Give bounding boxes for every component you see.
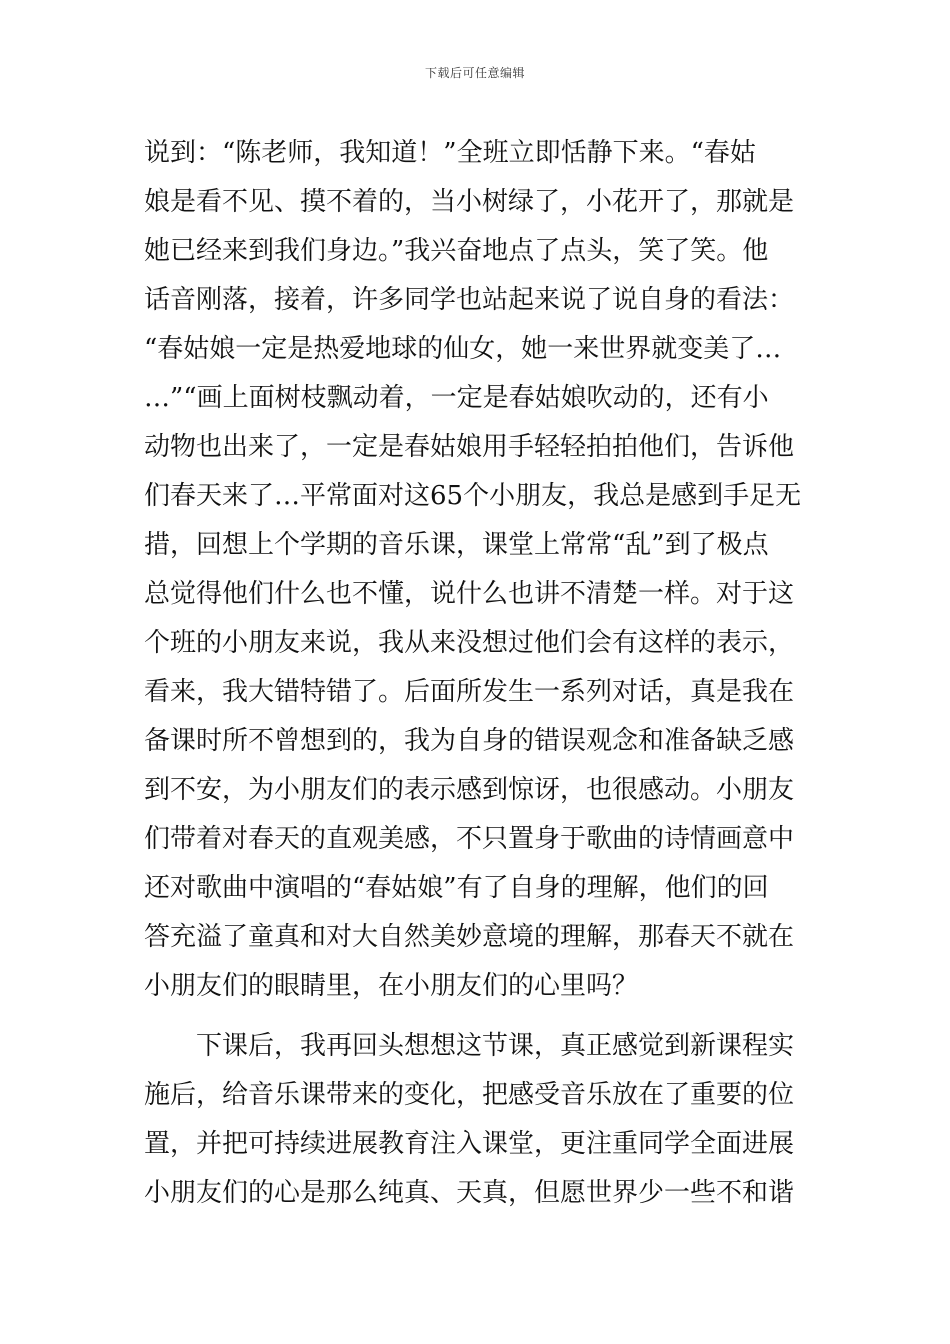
text-line: 置，并把可持续进展教育注入课堂，更注重同学全面进展 bbox=[144, 1129, 795, 1159]
text-line: 她已经来到我们身边。”我兴奋地点了点头，笑了笑。他 bbox=[144, 236, 769, 266]
text-line: …”“画上面树枝飘动着，一定是春姑娘吹动的，还有小 bbox=[144, 383, 769, 413]
text-line: 下课后，我再回头想想这节课，真正感觉到新课程实 bbox=[196, 1031, 795, 1061]
text-line: 备课时所不曾想到的，我为自身的错误观念和准备缺乏感 bbox=[144, 726, 795, 756]
text-line: 话音刚落，接着，许多同学也站起来说了说自身的看法： bbox=[144, 285, 795, 315]
text-line: 还对歌曲中演唱的“春姑娘”有了自身的理解，他们的回 bbox=[144, 873, 769, 903]
text-line: 娘是看不见、摸不着的，当小树绿了，小花开了，那就是 bbox=[144, 187, 795, 217]
text-line: 答充溢了童真和对大自然美妙意境的理解，那春天不就在 bbox=[144, 922, 795, 952]
text-line: “春姑娘一定是热爱地球的仙女，她一来世界就变美了… bbox=[144, 334, 782, 364]
text-line: 说到：“陈老师，我知道！”全班立即恬静下来。“春姑 bbox=[144, 138, 756, 168]
text-line: 措，回想上个学期的音乐课，课堂上常常“乱”到了极点 bbox=[144, 530, 769, 560]
text-line: 到不安，为小朋友们的表示感到惊讶，也很感动。小朋友 bbox=[144, 775, 795, 805]
text-line: 总觉得他们什么也不懂，说什么也讲不清楚一样。对于这 bbox=[144, 579, 795, 609]
text-line: 小朋友们的心是那么纯真、天真，但愿世界少一些不和谐 bbox=[144, 1178, 795, 1208]
text-line: 们带着对春天的直观美感，不只置身于歌曲的诗情画意中 bbox=[144, 824, 795, 854]
text-line: 动物也出来了，一定是春姑娘用手轻轻拍拍他们，告诉他 bbox=[144, 432, 795, 462]
text-line: 们春天来了…平常面对这65个小朋友，我总是感到手足无 bbox=[144, 481, 802, 511]
text-line: 施后，给音乐课带来的变化，把感受音乐放在了重要的位 bbox=[144, 1080, 795, 1110]
text-line: 看来，我大错特错了。后面所发生一系列对话，真是我在 bbox=[144, 677, 795, 707]
page-header: 下载后可任意编辑 bbox=[424, 66, 525, 80]
text-line: 个班的小朋友来说，我从来没想过他们会有这样的表示， bbox=[144, 628, 795, 658]
text-line: 小朋友们的眼睛里，在小朋友们的心里吗？ bbox=[144, 971, 639, 1001]
